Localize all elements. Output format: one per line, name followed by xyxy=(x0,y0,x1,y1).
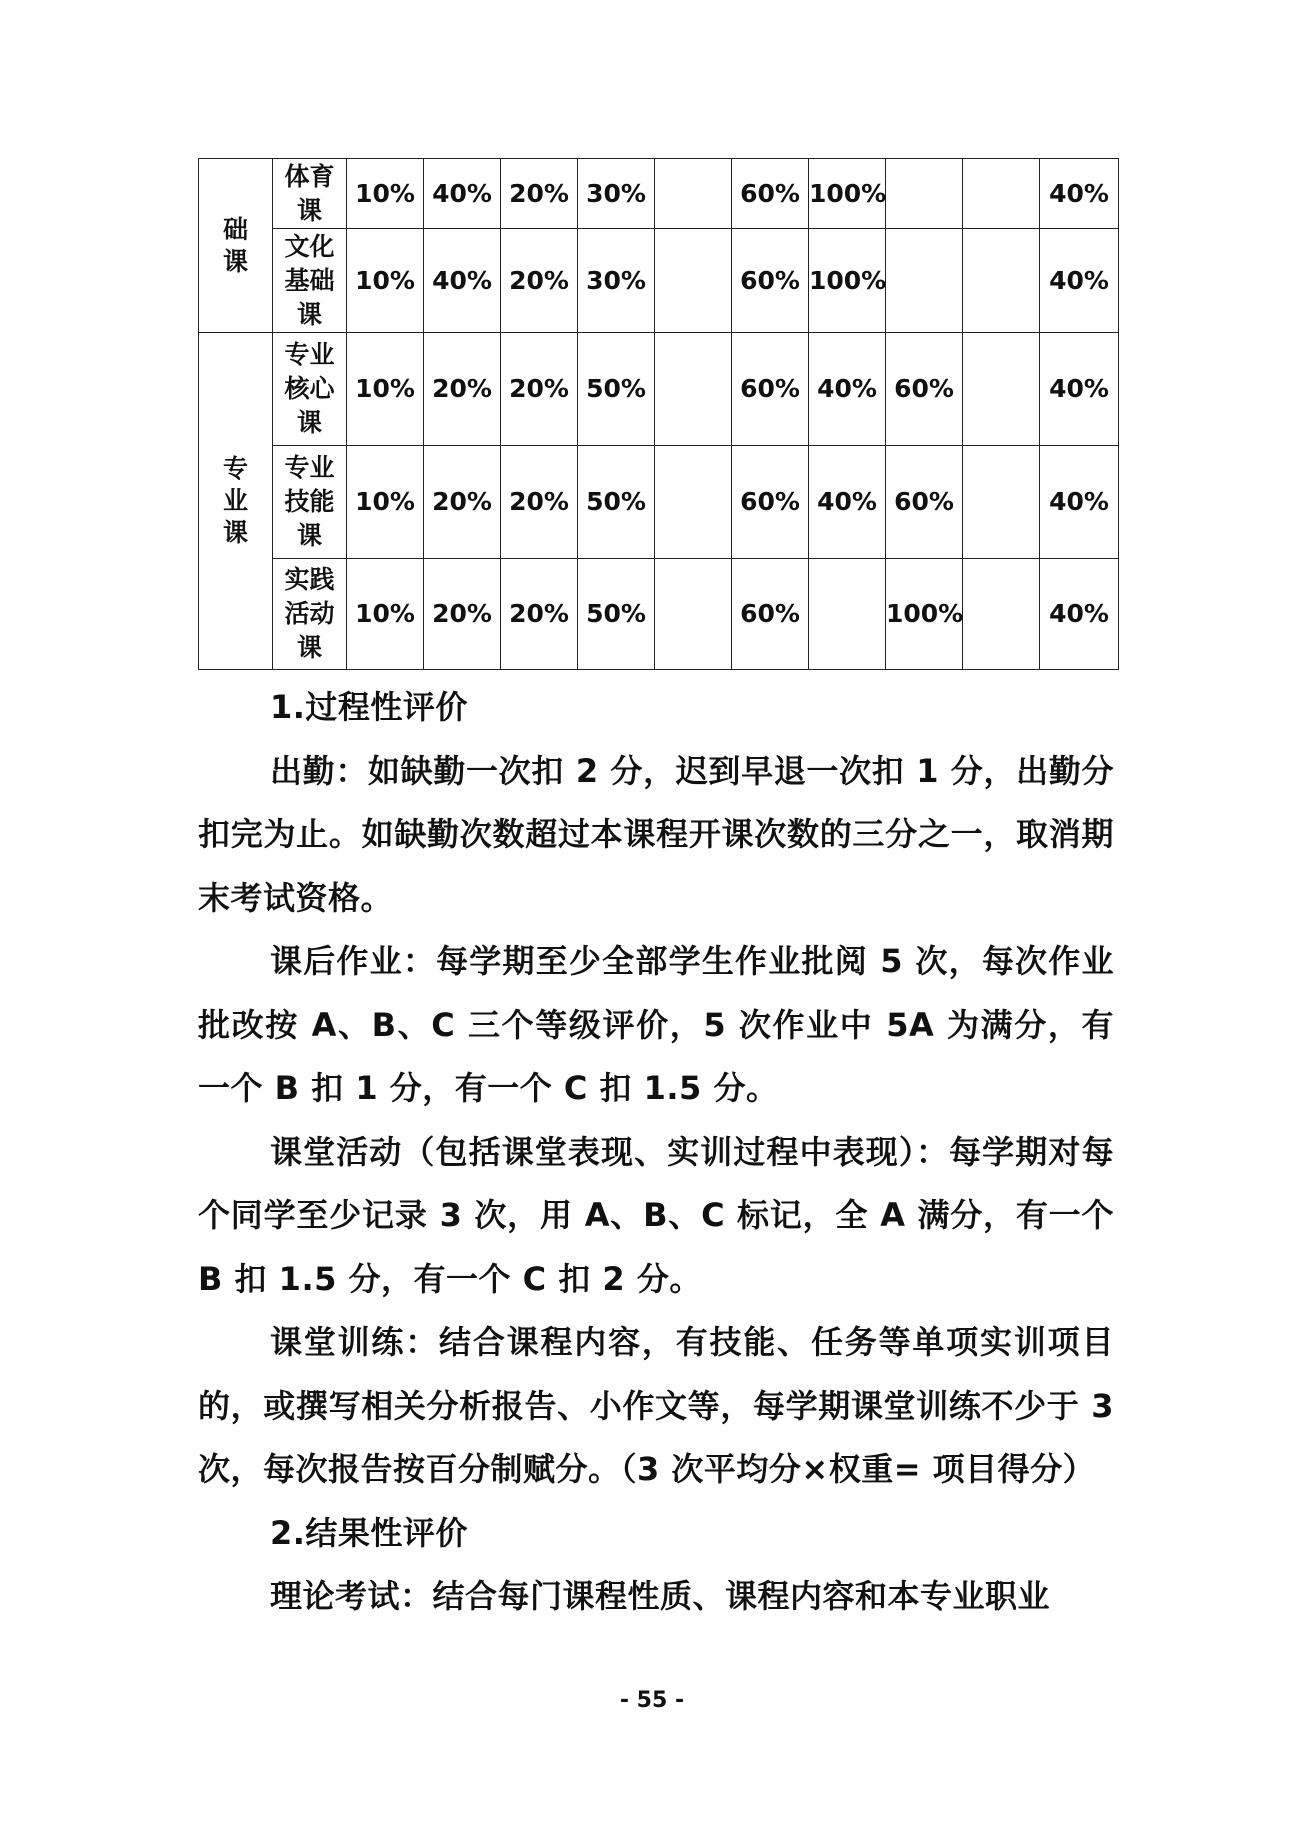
weight-cell xyxy=(886,159,963,229)
weight-cell: 20% xyxy=(501,446,578,559)
paragraph-homework: 课后作业：每学期至少全部学生作业批阅 5 次，每次作业批改按 A、B、C 三个等级评价，5 次作业中 5A 为满分，有一个 B 扣 1 分，有一个 C 扣 1.5 分。 xyxy=(198,942,1114,1107)
weight-cell: 40% xyxy=(1040,559,1119,670)
weight-cell: 40% xyxy=(1040,446,1119,559)
weight-cell: 40% xyxy=(1040,229,1119,333)
weight-cell: 60% xyxy=(732,446,809,559)
weight-cell: 60% xyxy=(732,333,809,446)
weight-cell: 10% xyxy=(347,559,424,670)
weight-cell: 40% xyxy=(424,159,501,229)
course-type-cell: 专业 核心 课 xyxy=(273,333,347,446)
weight-cell xyxy=(963,159,1040,229)
table-row xyxy=(199,229,1119,333)
weight-cell: 40% xyxy=(1040,333,1119,446)
grade-weight-table xyxy=(198,158,1119,670)
weight-cell xyxy=(655,559,732,670)
weight-cell: 20% xyxy=(424,446,501,559)
weight-cell xyxy=(655,229,732,333)
weight-cell: 10% xyxy=(347,229,424,333)
weight-cell: 10% xyxy=(347,446,424,559)
weight-cell: 20% xyxy=(501,333,578,446)
paragraph-class-activity: 课堂活动（包括课堂表现、实训过程中表现）：每学期对每个同学至少记录 3 次，用 A、B、C 标记，全 A 满分，有一个 B 扣 1.5 分，有一个 C 扣 2 分。 xyxy=(198,1132,1114,1298)
table-row xyxy=(199,159,1119,229)
weight-cell: 40% xyxy=(809,333,886,446)
section-heading-process: 1.过程性评价 xyxy=(270,688,468,726)
weight-cell: 10% xyxy=(347,159,424,229)
weight-cell xyxy=(963,446,1040,559)
paragraph-class-training: 课堂训练：结合课程内容，有技能、任务等单项实训项目的，或撰写相关分析报告、小作文等，每学期课堂训练不少于 3 次，每次报告按百分制赋分。（3 次平均分×权重= 项目得分） xyxy=(198,1323,1114,1488)
course-type-cell: 文化 基础 课 xyxy=(273,229,347,333)
weight-cell xyxy=(655,446,732,559)
course-type-cell: 实践 活动 课 xyxy=(273,559,347,670)
weight-cell: 40% xyxy=(809,446,886,559)
course-category-cell: 专 业 课 xyxy=(199,333,273,670)
weight-cell: 50% xyxy=(578,446,655,559)
weight-cell: 50% xyxy=(578,559,655,670)
weight-cell: 100% xyxy=(809,159,886,229)
page-number: - 55 - xyxy=(619,1688,685,1713)
table-row xyxy=(199,446,1119,559)
section-heading-result: 2.结果性评价 xyxy=(270,1513,468,1552)
course-type-cell: 专业 技能 课 xyxy=(273,446,347,559)
paragraph-attendance: 出勤：如缺勤一次扣 2 分，迟到早退一次扣 1 分，出勤分扣完为止。如缺勤次数超过本课程开课次数的三分之一，取消期末考试资格。 xyxy=(198,751,1114,917)
weight-cell xyxy=(963,333,1040,446)
weight-cell: 30% xyxy=(578,229,655,333)
weight-cell: 60% xyxy=(732,159,809,229)
course-type-cell: 体育 课 xyxy=(273,159,347,229)
table-row xyxy=(199,559,1119,670)
paragraph-theory-exam: 理论考试：结合每门课程性质、课程内容和本专业职业 xyxy=(270,1577,1051,1615)
weight-cell xyxy=(809,559,886,670)
weight-cell: 20% xyxy=(424,559,501,670)
weight-cell: 20% xyxy=(424,333,501,446)
weight-cell: 60% xyxy=(886,333,963,446)
weight-cell: 100% xyxy=(809,229,886,333)
evaluation-text xyxy=(198,676,1114,1629)
weight-cell xyxy=(655,159,732,229)
weight-cell xyxy=(886,229,963,333)
weight-cell xyxy=(655,333,732,446)
course-category-cell: 础 课 xyxy=(199,159,273,333)
weight-cell: 60% xyxy=(732,229,809,333)
weight-cell: 20% xyxy=(501,159,578,229)
weight-cell: 20% xyxy=(501,229,578,333)
weight-cell xyxy=(963,229,1040,333)
weight-cell: 60% xyxy=(886,446,963,559)
weight-cell xyxy=(963,559,1040,670)
weight-cell: 30% xyxy=(578,159,655,229)
weight-cell: 20% xyxy=(501,559,578,670)
weight-cell: 10% xyxy=(347,333,424,446)
weight-cell: 40% xyxy=(1040,159,1119,229)
table-row xyxy=(199,333,1119,446)
weight-cell: 40% xyxy=(424,229,501,333)
weight-cell: 100% xyxy=(886,559,963,670)
weight-cell: 50% xyxy=(578,333,655,446)
weight-cell: 60% xyxy=(732,559,809,670)
